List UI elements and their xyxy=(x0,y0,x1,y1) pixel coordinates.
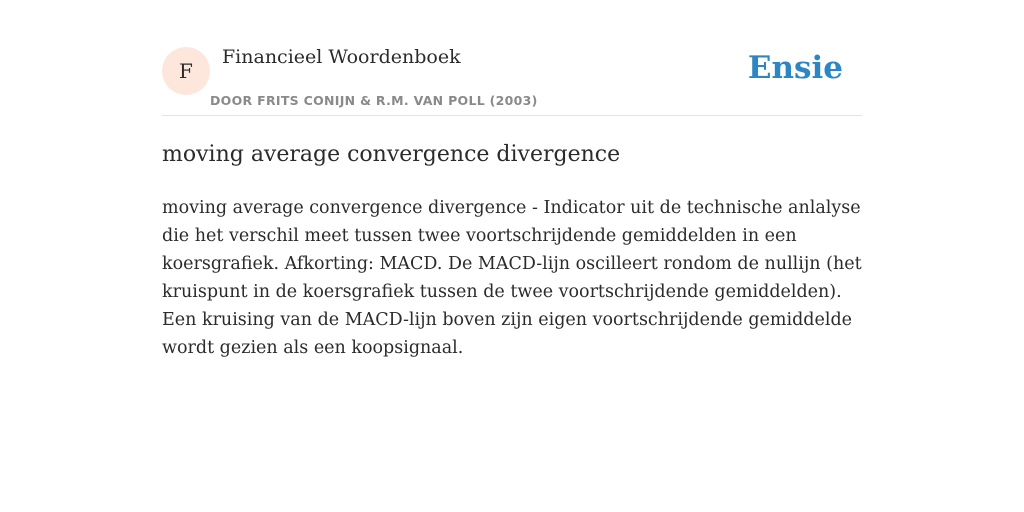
ensie-logo[interactable]: Ensie xyxy=(747,50,843,86)
source-title-link[interactable]: Financieel Woordenboek xyxy=(222,46,461,68)
entry-definition: moving average convergence divergence - Indicator uit de technische anlalyse die het verschil meet tussen twee voortschrijdende gemiddelden in een koersgrafiek. Afkorting: MACD. De MACD-lijn oscilleert rondom de nullijn (het kruispunt in de koersgrafiek tussen de twee voortschrijdende gemiddelden). Een kruising van de MACD-lijn boven zijn eigen voortschrijdende gemiddelde wordt gezien als een koopsignaal. xyxy=(162,198,862,358)
source-header xyxy=(162,0,862,116)
page-content xyxy=(162,0,862,362)
source-avatar: F xyxy=(162,47,210,95)
entry-term: moving average convergence divergence xyxy=(162,142,621,167)
source-byline: DOOR FRITS CONIJN & R.M. VAN POLL (2003) xyxy=(210,93,538,108)
